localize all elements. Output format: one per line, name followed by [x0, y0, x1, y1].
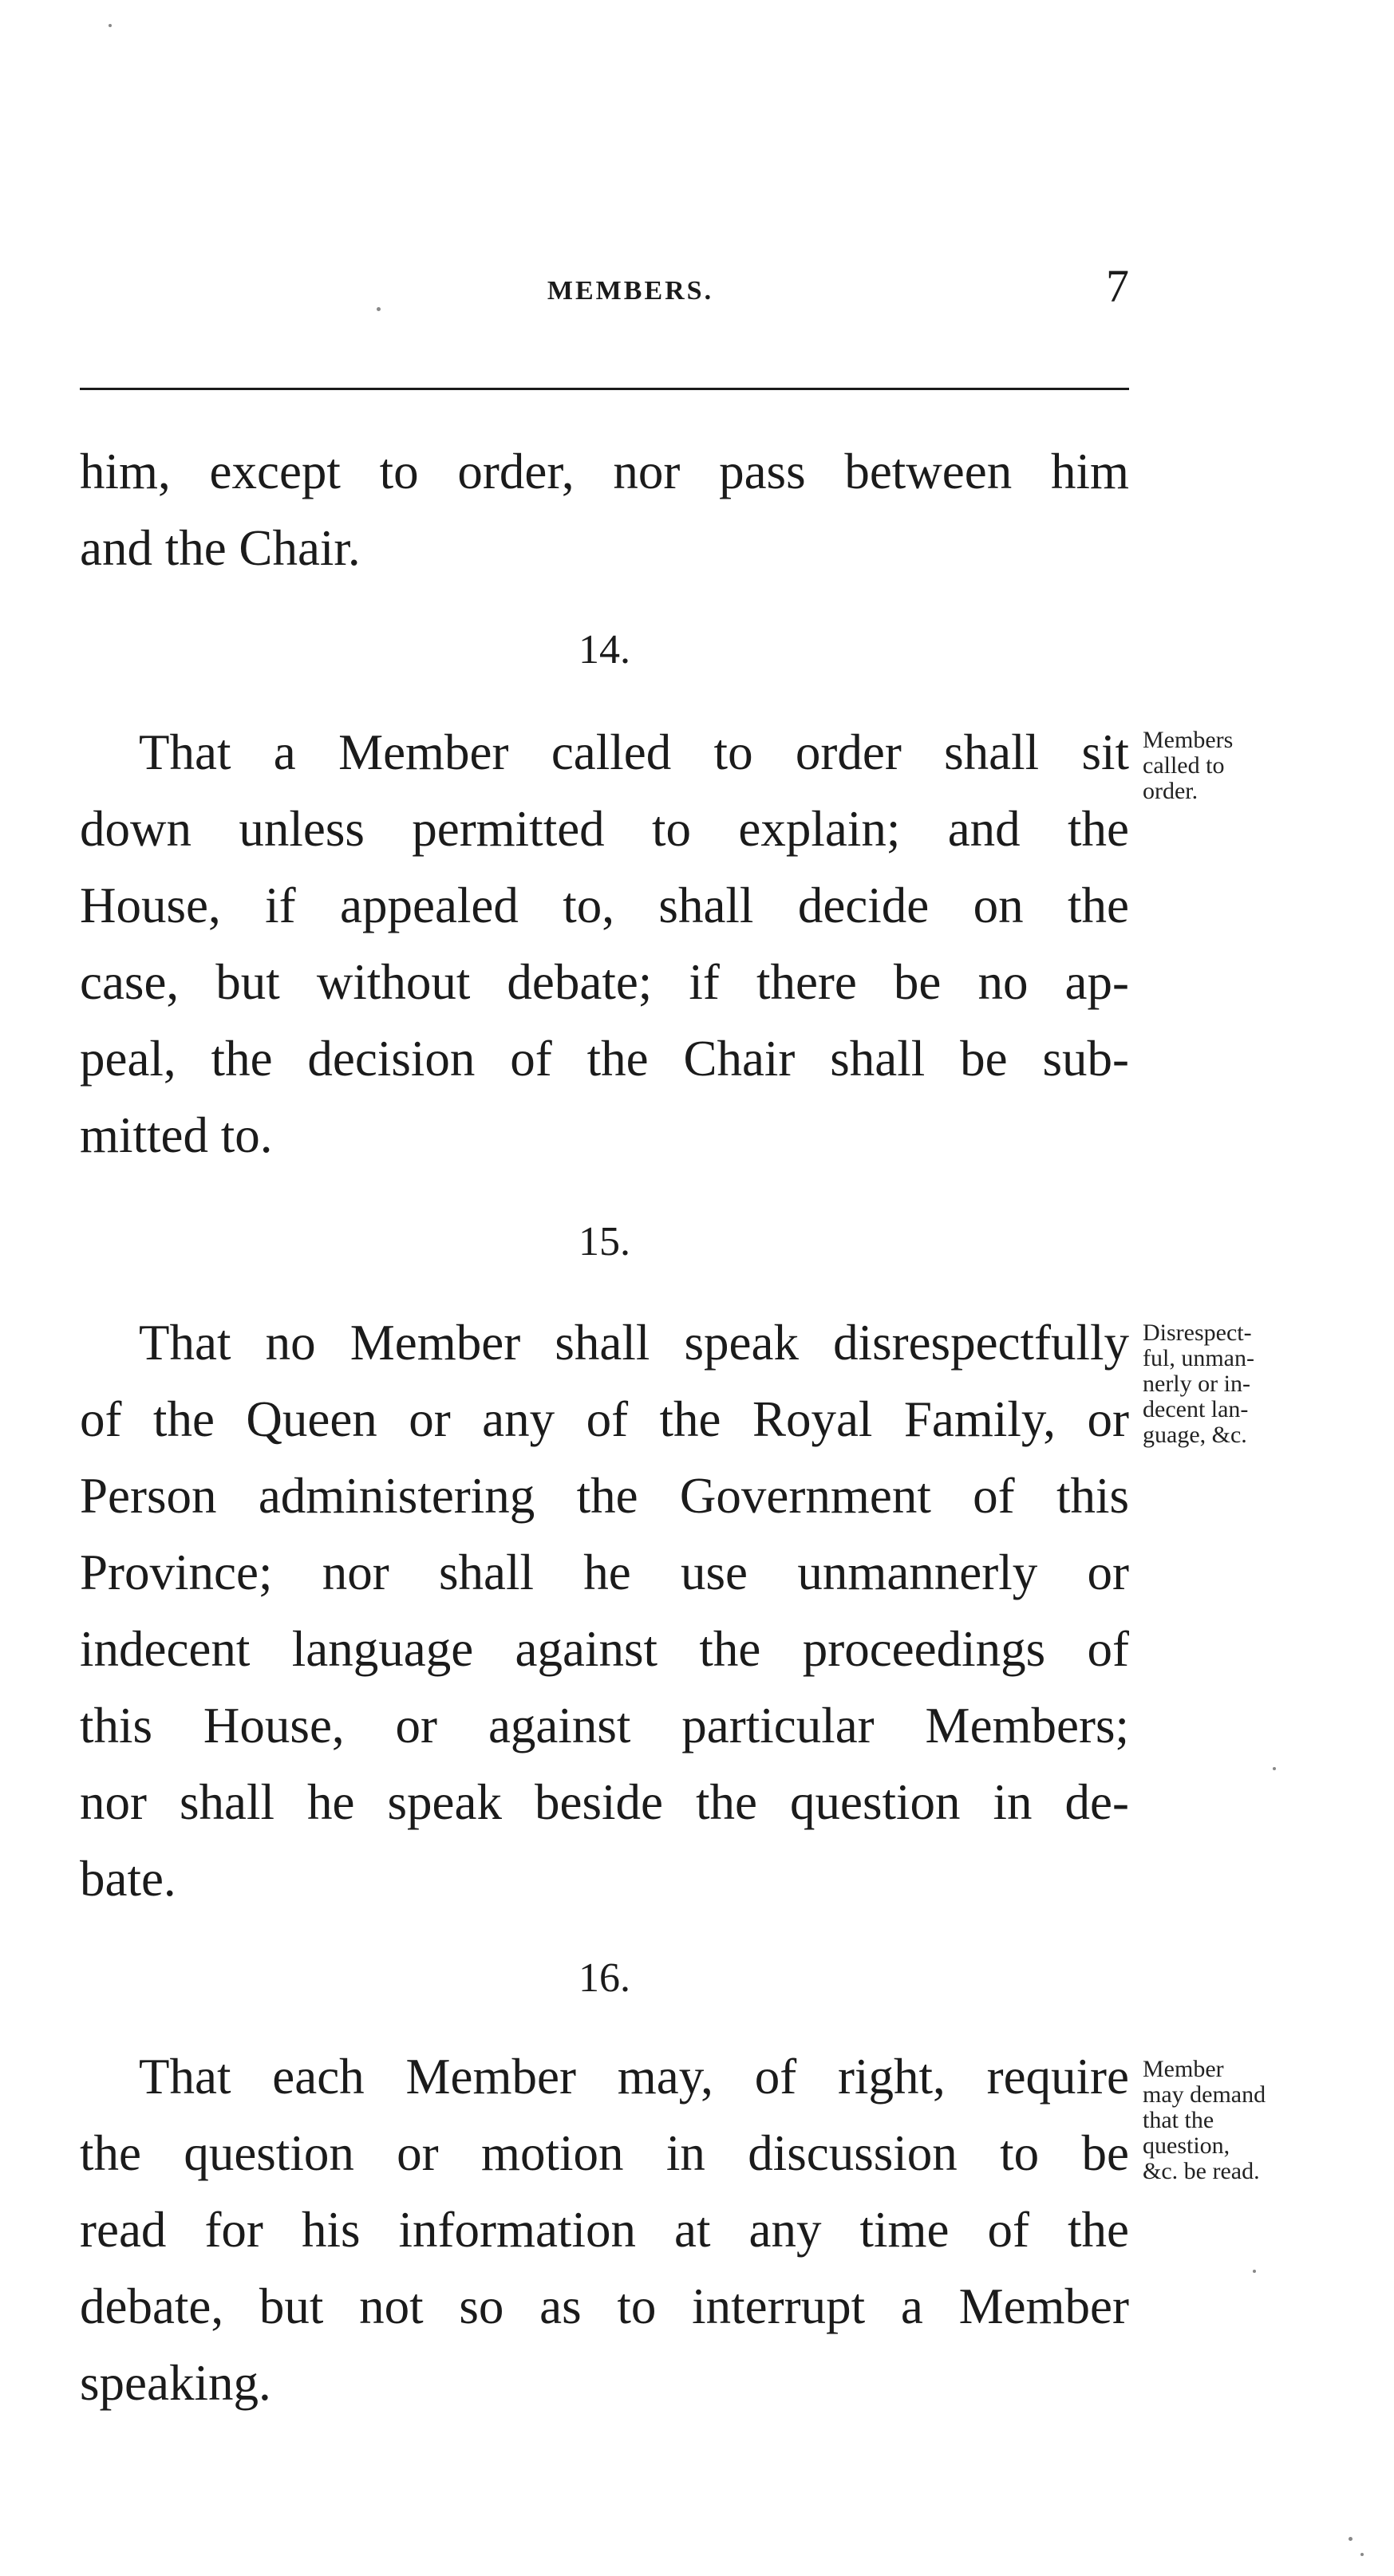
- text-line: peal, the decision of the Chair shall be sub-: [80, 1031, 1129, 1087]
- margin-note-line: order.: [1143, 778, 1199, 804]
- rule-15-paragraph: [80, 1304, 1129, 1917]
- text-line: case, but without debate; if there be no ap-: [80, 954, 1129, 1010]
- text-line: down unless permitted to explain; and the: [80, 801, 1129, 857]
- page-number: 7: [1106, 260, 1129, 312]
- text-line: indecent language against the proceedings of: [80, 1621, 1129, 1677]
- text-line: read for his information at any time of the: [80, 2202, 1129, 2258]
- margin-note-line: decent lan-: [1143, 1396, 1249, 1422]
- margin-note-line: may demand: [1143, 2081, 1266, 2108]
- rule-16-paragraph: [80, 2038, 1129, 2421]
- margin-note-line: nerly or in-: [1143, 1371, 1250, 1397]
- scan-speck: [377, 307, 381, 311]
- text-line: bate.: [80, 1851, 176, 1907]
- rule-number-16: 16.: [579, 1955, 630, 2001]
- running-head: [80, 260, 1129, 315]
- text-line: That a Member called to order shall sit: [139, 724, 1129, 780]
- scan-speck: [1253, 2270, 1256, 2273]
- text-line: speaking.: [80, 2355, 271, 2411]
- margin-note-14: [1143, 728, 1366, 804]
- text-line: and the Chair.: [80, 520, 361, 576]
- text-line: mitted to.: [80, 1107, 273, 1163]
- margin-note-line: ful, unman-: [1143, 1345, 1254, 1371]
- rule-14-paragraph: [80, 714, 1129, 1174]
- margin-note-line: guage, &c.: [1143, 1422, 1247, 1448]
- text-line: That each Member may, of right, require: [139, 2049, 1129, 2105]
- text-line: the question or motion in discussion to be: [80, 2125, 1129, 2181]
- text-line: That no Member shall speak disrespectfully: [139, 1315, 1129, 1371]
- carryover-paragraph: [80, 433, 1129, 586]
- text-line: nor shall he speak beside the question in de-: [80, 1774, 1129, 1830]
- margin-note-16: [1143, 2057, 1366, 2184]
- text-line: him, except to order, nor pass between him: [80, 444, 1129, 499]
- rule-number-15: 15.: [579, 1219, 630, 1264]
- scan-speck: [109, 24, 112, 27]
- text-line: of the Queen or any of the Royal Family, or: [80, 1391, 1129, 1447]
- text-line: House, if appealed to, shall decide on the: [80, 878, 1129, 933]
- margin-note-line: Members: [1143, 727, 1234, 753]
- scan-speck: [1360, 2553, 1364, 2556]
- header-rule: [80, 388, 1129, 390]
- margin-note-line: question,: [1143, 2132, 1230, 2159]
- running-title: MEMBERS.: [547, 276, 714, 306]
- scan-speck: [1273, 1767, 1276, 1770]
- margin-note-15: [1143, 1320, 1366, 1448]
- margin-note-line: Disrespect-: [1143, 1320, 1252, 1346]
- margin-note-line: Member: [1143, 2056, 1224, 2082]
- text-line: debate, but not so as to interrupt a Member: [80, 2278, 1129, 2334]
- margin-note-line: called to: [1143, 752, 1225, 779]
- rule-number-14: 14.: [579, 627, 630, 673]
- text-line: this House, or against particular Members;: [80, 1698, 1129, 1753]
- margin-note-line: &c. be read.: [1143, 2158, 1260, 2184]
- text-line: Person administering the Government of this: [80, 1468, 1129, 1524]
- margin-note-line: that the: [1143, 2107, 1214, 2133]
- scan-speck: [1349, 2537, 1353, 2541]
- text-line: Province; nor shall he use unmannerly or: [80, 1544, 1129, 1600]
